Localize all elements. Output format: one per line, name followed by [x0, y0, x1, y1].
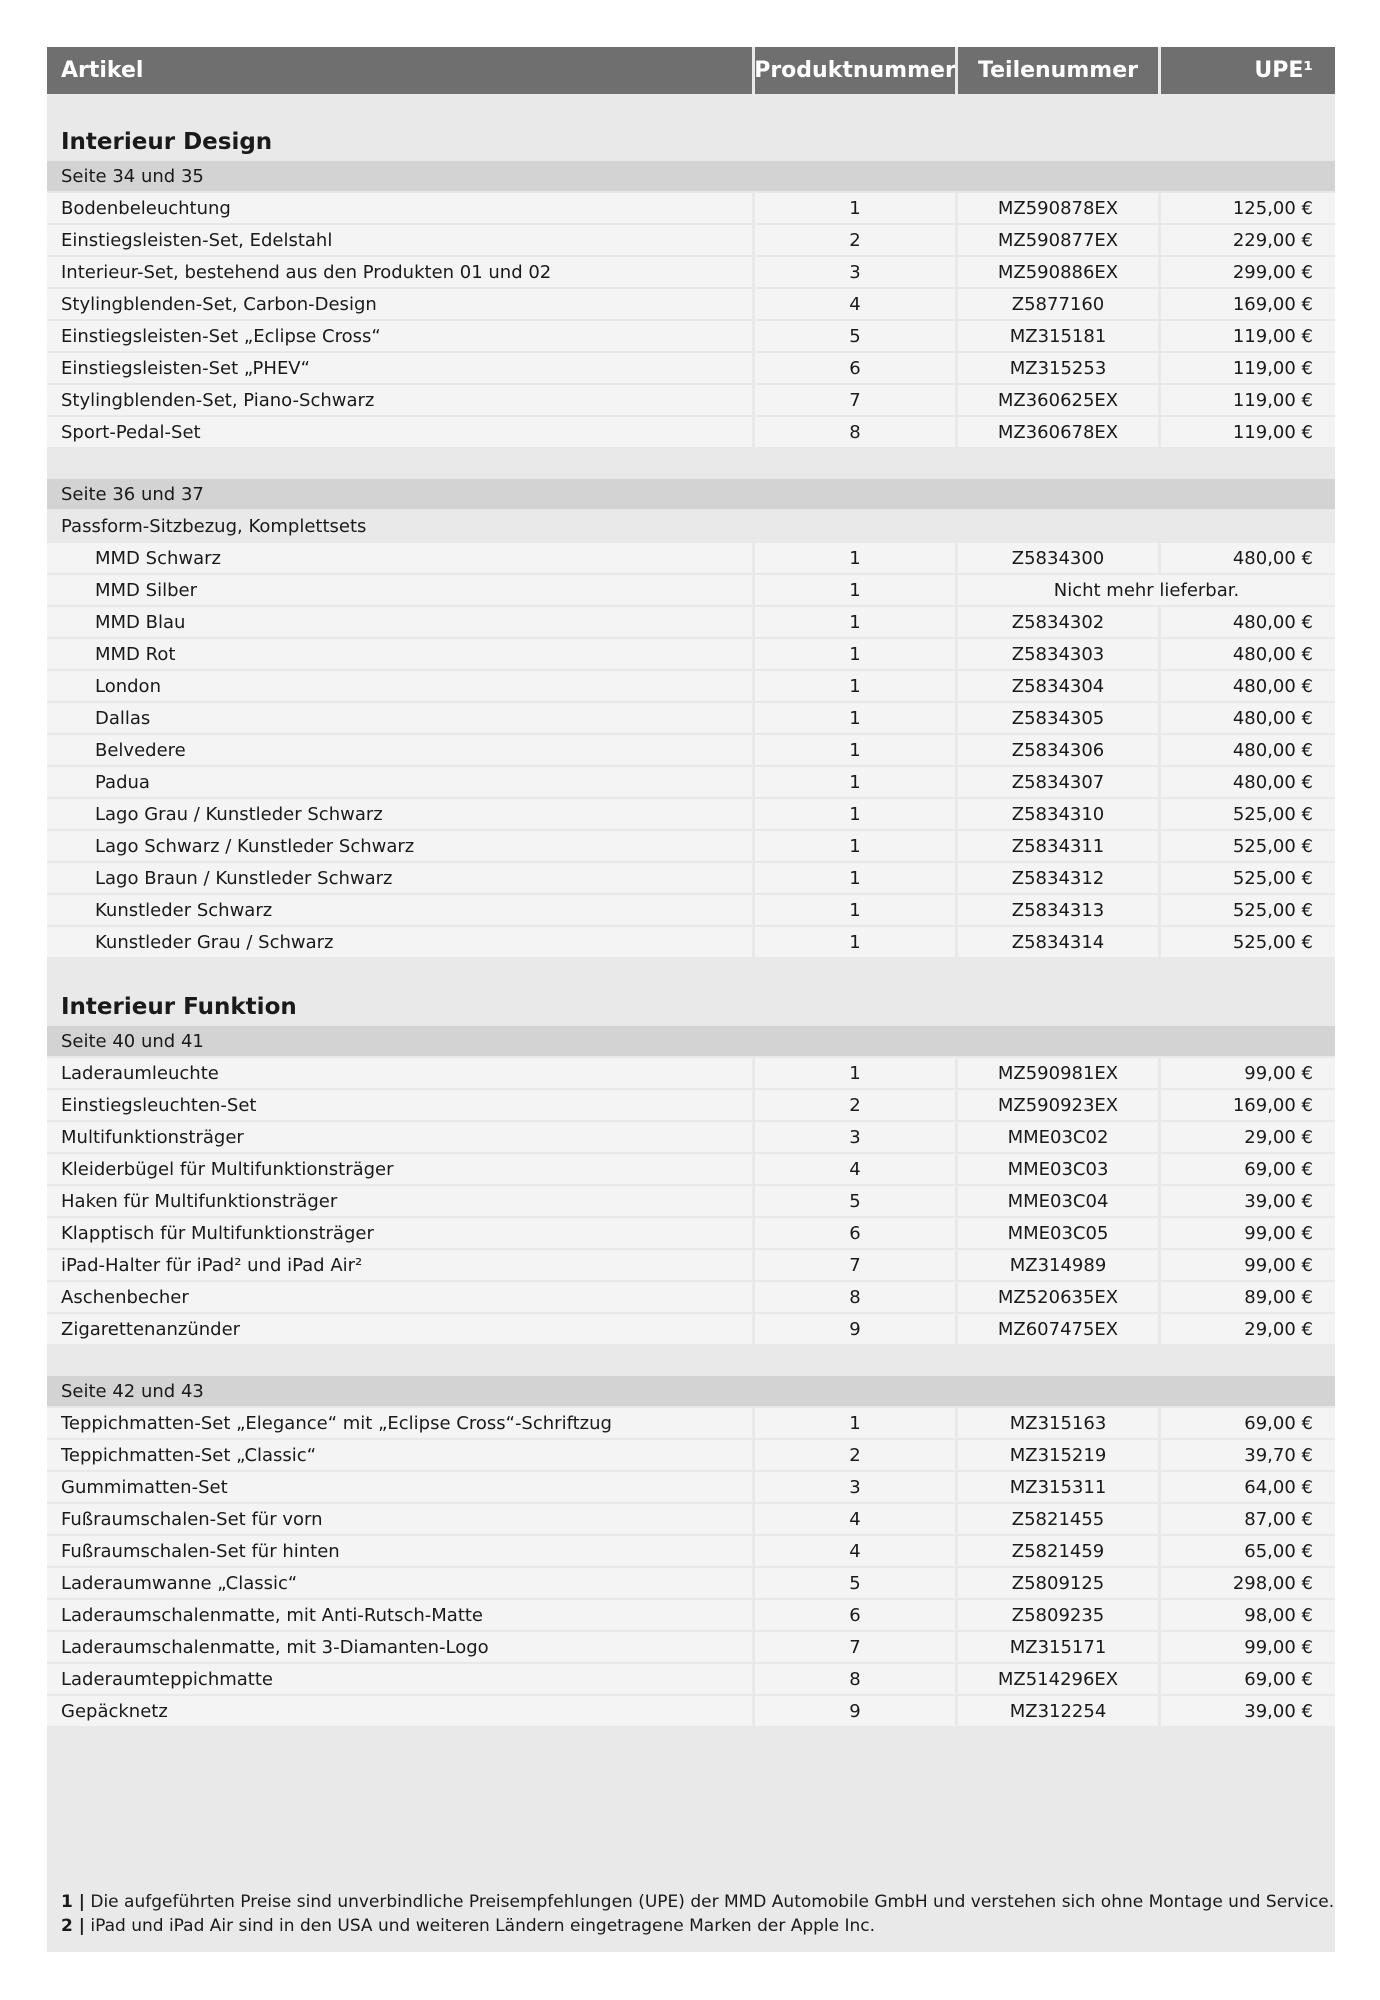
price: 65,00 € [1158, 1536, 1335, 1566]
price: 39,70 € [1158, 1440, 1335, 1470]
price: 119,00 € [1158, 321, 1335, 351]
part-number: Z5834304 [955, 671, 1158, 701]
footnote [61, 1914, 1334, 1938]
price: 119,00 € [1158, 417, 1335, 447]
part-number: Z5809125 [955, 1568, 1158, 1598]
article-name: Fußraumschalen-Set für hinten [61, 1540, 340, 1562]
part-number: MME03C03 [955, 1154, 1158, 1184]
footnote-marker: 2 | [61, 1916, 85, 1936]
part-number: MME03C02 [955, 1122, 1158, 1152]
part-number: MZ520635EX [955, 1282, 1158, 1312]
product-number: 7 [752, 1632, 955, 1662]
article-name: Aschenbecher [61, 1286, 189, 1308]
footnote-text: iPad und iPad Air sind in den USA und weiteren Ländern eingetragene Marken der Apple Inc. [84, 1916, 876, 1936]
table-row [47, 1696, 1335, 1726]
section-title: Interieur Design [61, 129, 273, 155]
product-number: 7 [752, 1250, 955, 1280]
article-name: Teppichmatten-Set „Classic“ [61, 1444, 317, 1466]
article-name: Teppichmatten-Set „Elegance“ mit „Eclipse Cross“-Schriftzug [61, 1412, 612, 1434]
table-row [47, 1408, 1335, 1438]
product-number: 1 [752, 799, 955, 829]
table-row [47, 353, 1335, 383]
table-row [47, 1664, 1335, 1694]
table-row [47, 1568, 1335, 1598]
table-row [47, 1122, 1335, 1152]
col-header-price: UPE¹ [1158, 47, 1335, 94]
table-row [47, 607, 1335, 637]
article-name: Laderaumschalenmatte, mit Anti-Rutsch-Matte [61, 1604, 484, 1626]
part-number: MZ590886EX [955, 257, 1158, 287]
article-name: Laderaumteppichmatte [61, 1668, 273, 1690]
part-number: Z5834302 [955, 607, 1158, 637]
group-label: Passform-Sitzbezug, Komplettsets [61, 515, 367, 537]
price: 525,00 € [1158, 831, 1335, 861]
product-number: 6 [752, 1218, 955, 1248]
product-number: 3 [752, 1472, 955, 1502]
table-row [47, 1504, 1335, 1534]
product-number: 9 [752, 1314, 955, 1344]
price: 69,00 € [1158, 1664, 1335, 1694]
article-name: Haken für Multifunktionsträger [61, 1190, 338, 1212]
page-subheader: Seite 42 und 43 [47, 1376, 1335, 1406]
part-number: MZ312254 [955, 1696, 1158, 1726]
table-row [47, 1186, 1335, 1216]
article-name: Fußraumschalen-Set für vorn [61, 1508, 323, 1530]
part-number: MZ590923EX [955, 1090, 1158, 1120]
product-number: 4 [752, 1536, 955, 1566]
article-name: MMD Schwarz [95, 547, 221, 569]
article-name: Gepäcknetz [61, 1700, 168, 1722]
product-number: 1 [752, 607, 955, 637]
product-number: 1 [752, 863, 955, 893]
price: 480,00 € [1158, 767, 1335, 797]
price: 525,00 € [1158, 863, 1335, 893]
table-header [47, 47, 1335, 94]
part-number: Z5821459 [955, 1536, 1158, 1566]
part-number: Z5834300 [955, 543, 1158, 573]
product-number: 4 [752, 1154, 955, 1184]
part-number: MZ590981EX [955, 1058, 1158, 1088]
product-number: 1 [752, 575, 955, 605]
article-name: Einstiegsleisten-Set „PHEV“ [61, 357, 310, 379]
price: 299,00 € [1158, 257, 1335, 287]
article-name: Sport-Pedal-Set [61, 421, 201, 443]
price: 29,00 € [1158, 1122, 1335, 1152]
table-row [47, 1218, 1335, 1248]
product-number: 6 [752, 353, 955, 383]
part-number: MZ514296EX [955, 1664, 1158, 1694]
part-number: MZ315253 [955, 353, 1158, 383]
table-row [47, 639, 1335, 669]
group-spacer [47, 1346, 1335, 1376]
article-name: Multifunktionsträger [61, 1126, 244, 1148]
price: 29,00 € [1158, 1314, 1335, 1344]
table-row [47, 1090, 1335, 1120]
price: 99,00 € [1158, 1058, 1335, 1088]
table-row [47, 417, 1335, 447]
part-number: MZ315219 [955, 1440, 1158, 1470]
part-number: Z5821455 [955, 1504, 1158, 1534]
table-body [47, 94, 1335, 1726]
price: 119,00 € [1158, 385, 1335, 415]
price: 89,00 € [1158, 1282, 1335, 1312]
table-row [47, 1250, 1335, 1280]
table-row [47, 1536, 1335, 1566]
product-number: 1 [752, 927, 955, 957]
part-number: Z5834314 [955, 927, 1158, 957]
product-number: 1 [752, 639, 955, 669]
table-row [47, 1282, 1335, 1312]
article-name: Zigarettenanzünder [61, 1318, 241, 1340]
part-number: MZ315163 [955, 1408, 1158, 1438]
table-row [47, 671, 1335, 701]
col-header-article: Artikel [61, 58, 144, 83]
part-number: MZ315311 [955, 1472, 1158, 1502]
article-name: Kleiderbügel für Multifunktionsträger [61, 1158, 394, 1180]
price: 99,00 € [1158, 1250, 1335, 1280]
price: 298,00 € [1158, 1568, 1335, 1598]
price: 125,00 € [1158, 193, 1335, 223]
price: 480,00 € [1158, 639, 1335, 669]
product-number: 1 [752, 831, 955, 861]
part-number: Z5834311 [955, 831, 1158, 861]
price: 480,00 € [1158, 703, 1335, 733]
product-number: 1 [752, 671, 955, 701]
product-number: 1 [752, 895, 955, 925]
price: 69,00 € [1158, 1154, 1335, 1184]
article-name: Gummimatten-Set [61, 1476, 228, 1498]
footnotes [61, 1890, 1334, 1938]
table-row [47, 1058, 1335, 1088]
article-name: Bodenbeleuchtung [61, 197, 231, 219]
product-number: 1 [752, 193, 955, 223]
price: 480,00 € [1158, 735, 1335, 765]
product-number: 4 [752, 289, 955, 319]
section-title: Interieur Funktion [61, 994, 297, 1020]
article-name: Belvedere [95, 739, 186, 761]
price: 87,00 € [1158, 1504, 1335, 1534]
article-name: Dallas [95, 707, 151, 729]
price: 99,00 € [1158, 1632, 1335, 1662]
price: 480,00 € [1158, 671, 1335, 701]
page-subheader: Seite 34 und 35 [47, 161, 1335, 191]
price: 525,00 € [1158, 895, 1335, 925]
table-row [47, 385, 1335, 415]
part-number: MZ315171 [955, 1632, 1158, 1662]
part-number: Z5809235 [955, 1600, 1158, 1630]
product-number: 3 [752, 257, 955, 287]
article-name: Laderaumschalenmatte, mit 3-Diamanten-Logo [61, 1636, 489, 1658]
article-name: MMD Blau [95, 611, 186, 633]
table-row [47, 1154, 1335, 1184]
footnote-text: Die aufgeführten Preise sind unverbindliche Preisempfehlungen (UPE) der MMD Automobile GmbH und verstehen sich ohne Montage und Service. [84, 1892, 1335, 1912]
table-row [47, 863, 1335, 893]
table-row [47, 1314, 1335, 1344]
product-number: 1 [752, 703, 955, 733]
price: 525,00 € [1158, 927, 1335, 957]
part-number: MME03C04 [955, 1186, 1158, 1216]
article-name: Kunstleder Grau / Schwarz [95, 931, 334, 953]
product-number: 9 [752, 1696, 955, 1726]
col-header-product-number: Produktnummer [752, 47, 955, 94]
product-number: 8 [752, 417, 955, 447]
product-number: 1 [752, 735, 955, 765]
group-spacer [47, 449, 1335, 479]
part-number: MZ590877EX [955, 225, 1158, 255]
article-name: Einstiegsleisten-Set „Eclipse Cross“ [61, 325, 381, 347]
product-number: 2 [752, 225, 955, 255]
table-row [47, 703, 1335, 733]
part-number: Z5834303 [955, 639, 1158, 669]
table-row [47, 1600, 1335, 1630]
article-name: Lago Braun / Kunstleder Schwarz [95, 867, 393, 889]
price: 229,00 € [1158, 225, 1335, 255]
table-row [47, 289, 1335, 319]
part-number: MZ360678EX [955, 417, 1158, 447]
product-number: 1 [752, 767, 955, 797]
article-name: Laderaumleuchte [61, 1062, 219, 1084]
article-name: Kunstleder Schwarz [95, 899, 273, 921]
price: 99,00 € [1158, 1218, 1335, 1248]
article-name: MMD Silber [95, 579, 197, 601]
table-row [47, 1472, 1335, 1502]
availability-note: Nicht mehr lieferbar. [955, 575, 1335, 605]
table-row [47, 321, 1335, 351]
product-number: 3 [752, 1122, 955, 1152]
price-list-page [47, 47, 1335, 1952]
product-number: 8 [752, 1282, 955, 1312]
table-row [47, 799, 1335, 829]
table-row [47, 767, 1335, 797]
product-number: 1 [752, 543, 955, 573]
price: 119,00 € [1158, 353, 1335, 383]
part-number: MZ590878EX [955, 193, 1158, 223]
price: 480,00 € [1158, 607, 1335, 637]
product-number: 6 [752, 1600, 955, 1630]
article-name: Padua [95, 771, 150, 793]
product-number: 8 [752, 1664, 955, 1694]
table-row [47, 543, 1335, 573]
part-number: MZ315181 [955, 321, 1158, 351]
part-number: Z5877160 [955, 289, 1158, 319]
table-row [47, 927, 1335, 957]
page-subheader: Seite 36 und 37 [47, 479, 1335, 509]
article-name: iPad-Halter für iPad² und iPad Air² [61, 1254, 363, 1276]
product-number: 2 [752, 1440, 955, 1470]
price: 525,00 € [1158, 799, 1335, 829]
table-row [47, 895, 1335, 925]
product-number: 1 [752, 1408, 955, 1438]
page-subheader: Seite 40 und 41 [47, 1026, 1335, 1056]
table-row [47, 1440, 1335, 1470]
product-number: 4 [752, 1504, 955, 1534]
product-number: 5 [752, 1186, 955, 1216]
product-number: 2 [752, 1090, 955, 1120]
part-number: MZ314989 [955, 1250, 1158, 1280]
product-number: 7 [752, 385, 955, 415]
footnote-marker: 1 | [61, 1892, 85, 1912]
table-row [47, 1632, 1335, 1662]
col-header-part-number: Teilenummer [955, 47, 1158, 94]
footnote [61, 1890, 1334, 1914]
table-row [47, 735, 1335, 765]
part-number: MME03C05 [955, 1218, 1158, 1248]
part-number: Z5834306 [955, 735, 1158, 765]
article-name: Lago Grau / Kunstleder Schwarz [95, 803, 383, 825]
table-row [47, 193, 1335, 223]
table-row [47, 831, 1335, 861]
article-name: Interieur-Set, bestehend aus den Produkten 01 und 02 [61, 261, 552, 283]
part-number: MZ607475EX [955, 1314, 1158, 1344]
price: 64,00 € [1158, 1472, 1335, 1502]
product-number: 5 [752, 321, 955, 351]
price: 98,00 € [1158, 1600, 1335, 1630]
price: 480,00 € [1158, 543, 1335, 573]
article-name: Klapptisch für Multifunktionsträger [61, 1222, 374, 1244]
article-name: Laderaumwanne „Classic“ [61, 1572, 298, 1594]
product-number: 5 [752, 1568, 955, 1598]
price: 39,00 € [1158, 1696, 1335, 1726]
price: 69,00 € [1158, 1408, 1335, 1438]
article-name: Stylingblenden-Set, Carbon-Design [61, 293, 377, 315]
article-name: Einstiegsleuchten-Set [61, 1094, 257, 1116]
price: 169,00 € [1158, 1090, 1335, 1120]
article-name: Stylingblenden-Set, Piano-Schwarz [61, 389, 375, 411]
price: 39,00 € [1158, 1186, 1335, 1216]
article-name: Lago Schwarz / Kunstleder Schwarz [95, 835, 415, 857]
part-number: Z5834312 [955, 863, 1158, 893]
part-number: Z5834305 [955, 703, 1158, 733]
article-name: MMD Rot [95, 643, 176, 665]
part-number: MZ360625EX [955, 385, 1158, 415]
product-number: 1 [752, 1058, 955, 1088]
article-name: London [95, 675, 161, 697]
article-name: Einstiegsleisten-Set, Edelstahl [61, 229, 333, 251]
table-row [47, 257, 1335, 287]
part-number: Z5834307 [955, 767, 1158, 797]
part-number: Z5834310 [955, 799, 1158, 829]
part-number: Z5834313 [955, 895, 1158, 925]
table-row [47, 575, 1335, 605]
price: 169,00 € [1158, 289, 1335, 319]
table-row [47, 225, 1335, 255]
